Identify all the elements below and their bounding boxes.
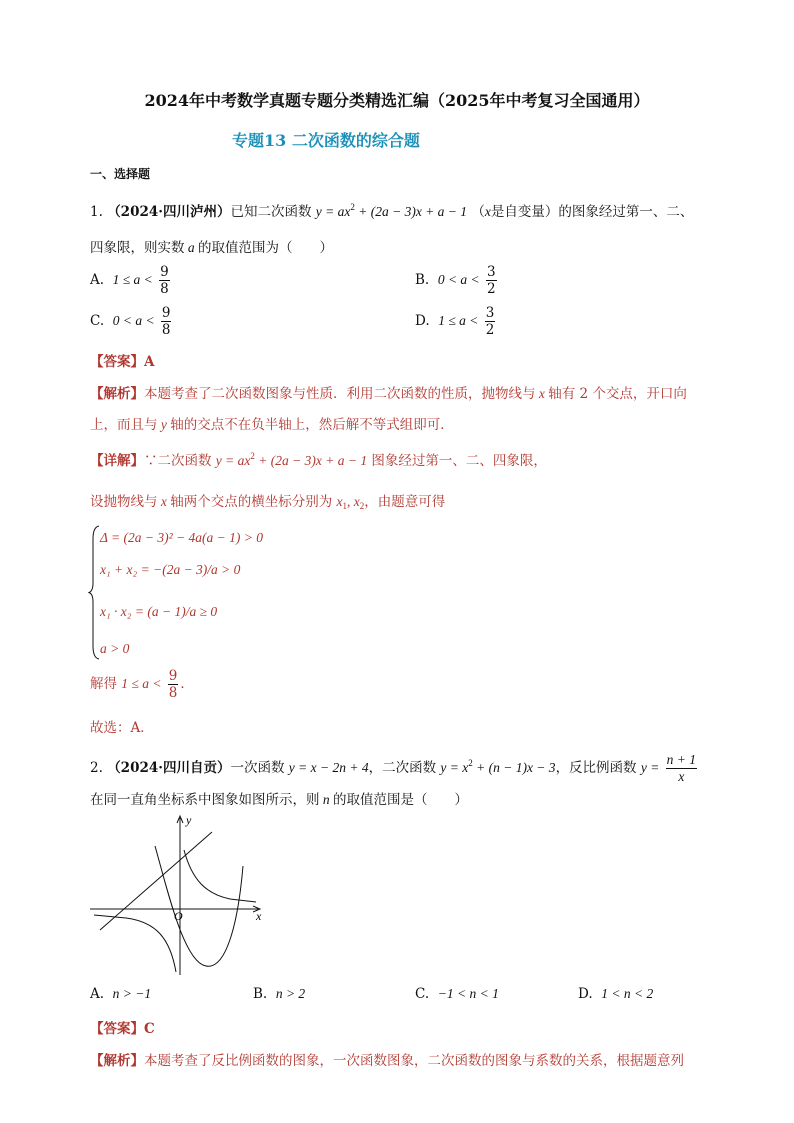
linear-function-line: [100, 832, 212, 930]
q1-answer: 【答案】A: [90, 354, 155, 370]
y-axis-label: y: [186, 813, 192, 827]
system-eq-1: Δ = (2a − 3)² − 4a(a − 1) > 0: [100, 530, 264, 545]
system-eq-4: a > 0: [100, 641, 130, 656]
system-eq-2: x₁ + x₂ = −(2a − 3)/a > 0: [100, 562, 241, 577]
q2-option-b[interactable]: B. n > 2: [253, 986, 306, 1002]
q2-option-a[interactable]: A. n > −1: [90, 986, 152, 1002]
q1-detail-line2: 设抛物线与 x 轴两个交点的横坐标分别为 $x_1$, $x_2$，由题意可得: [90, 494, 446, 511]
q2-option-c[interactable]: C. −1 < n < 1: [415, 986, 499, 1002]
q2-answer: 【答案】C: [90, 1021, 155, 1037]
section-heading: 一、选择题: [90, 167, 151, 181]
origin-label: O: [174, 909, 183, 923]
document-title: 2024年中考数学真题专题分类精选汇编（2025年中考复习全国通用）: [144, 91, 650, 110]
hyperbola-branch-left: [94, 915, 176, 972]
parabola-curve: [155, 846, 243, 966]
q1-solution: 解得 1 ≤ a < $\frac{9}{8}$ ．: [90, 668, 194, 701]
system-brace: [88, 525, 100, 660]
system-eq-3: x₁ · x₂ = (a − 1)/a ≥ 0: [100, 604, 218, 619]
q2-stem-line1: 2. （2024·四川自贡）一次函数 y = x − 2n + 4，二次函数 $y = x^2 + (n - 1)x - 3$，反比例函数 y = $\frac{n + 1}{x}$: [90, 752, 697, 784]
q2-analysis-line1: 【解析】本题考查了反比例函数的图象，一次函数图象，二次函数的图象与系数的关系，根据题意列: [90, 1053, 684, 1069]
x-axis-label: x: [256, 909, 262, 923]
q1-option-b[interactable]: B. 0 < a < $\frac{3}{2}$: [415, 264, 496, 297]
q1-option-c[interactable]: C. 0 < a < $\frac{9}{8}$: [90, 305, 171, 338]
q1-detail-line1: 【详解】∵二次函数 $y = ax^2 + (2a - 3)x + a - 1$ 图象经过第一、二、四象限，: [90, 451, 547, 469]
q1-analysis-line1: 【解析】本题考查了二次函数图象与性质．利用二次函数的性质，抛物线与 x 轴有 2 个交点，开口向: [90, 386, 687, 402]
q1-option-d[interactable]: D. 1 ≤ a < $\frac{3}{2}$: [415, 305, 495, 338]
q1-stem-line2: 四象限，则实数 a 的取值范围为（ ）: [90, 240, 333, 256]
hyperbola-branch-right: [184, 850, 256, 902]
q1-analysis-line2: 上，而且与 y 轴的交点不在负半轴上，然后解不等式组即可．: [90, 417, 454, 433]
q1-choice: 故选：A．: [90, 720, 154, 736]
topic-title: 专题13 二次函数的综合题: [232, 131, 420, 150]
q2-option-d[interactable]: D. 1 < n < 2: [578, 986, 654, 1002]
q2-stem-line2: 在同一直角坐标系中图象如图所示，则 n 的取值范围是（ ）: [90, 792, 468, 808]
q1-option-a[interactable]: A. 1 ≤ a < $\frac{9}{8}$: [90, 264, 169, 297]
q1-stem-line1: 1. （2024·四川泸州）已知二次函数 $y = ax^2 + (2a - 3)x + a - 1$ （x是自变量）的图象经过第一、二、: [90, 202, 694, 220]
function-graph: [88, 812, 268, 977]
